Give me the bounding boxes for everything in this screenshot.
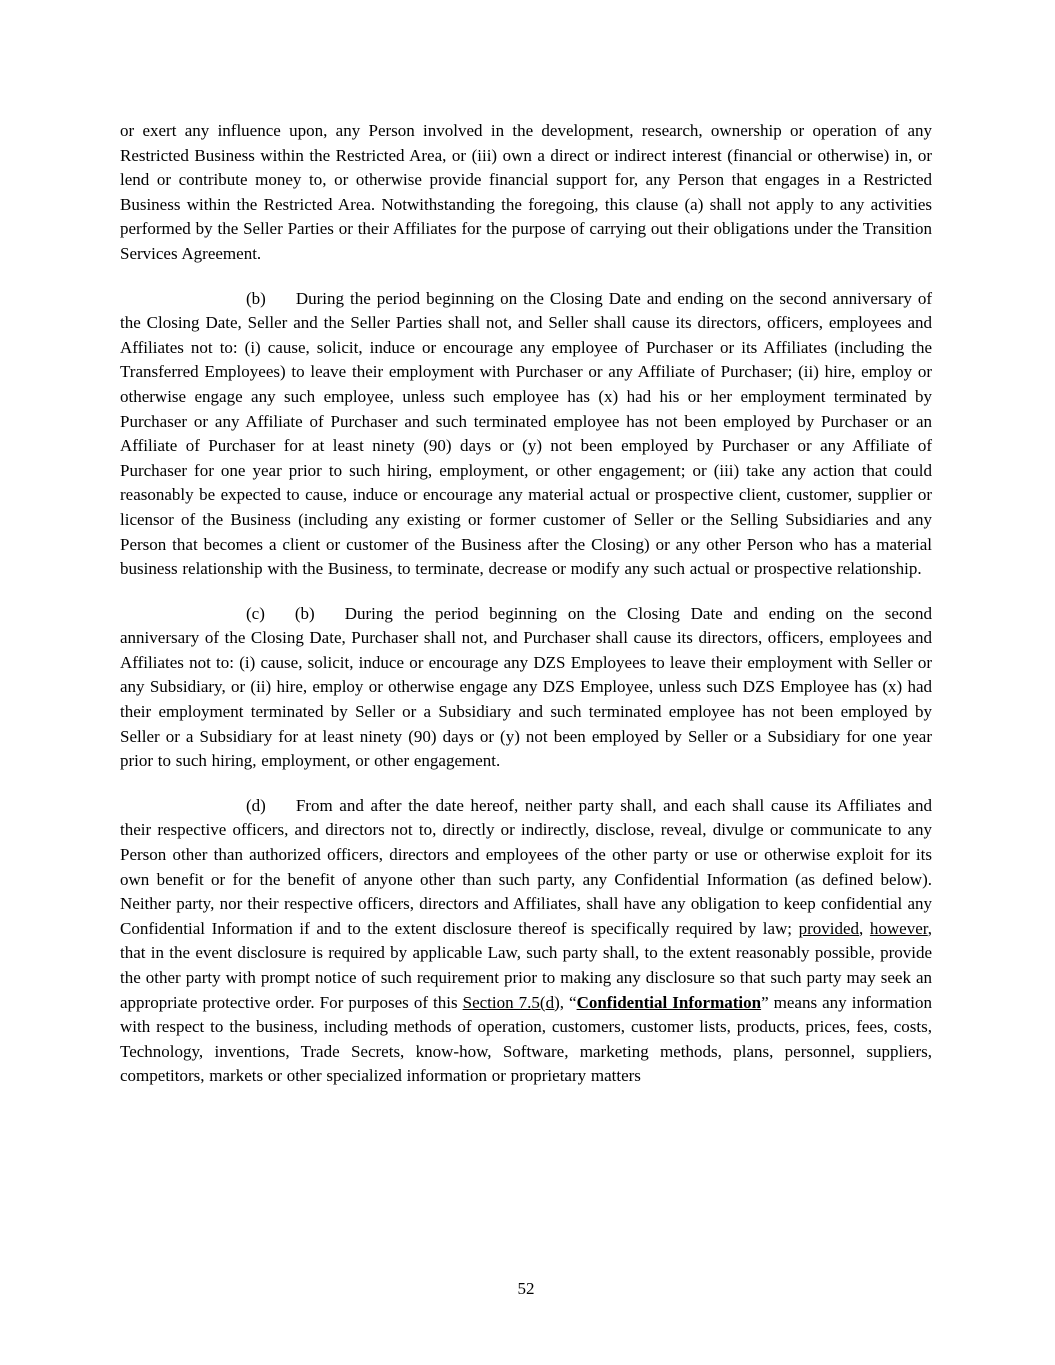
text-run: (b) — [294, 603, 315, 623]
paragraph-d — [120, 794, 932, 1089]
text-run: (d) — [246, 795, 266, 815]
text-run: or exert any influence upon, any Person involved in the development, research, ownership or operation of any Restricted Business within the Restricted Area, or (iii) own a direct or indirect interest (financial or otherwise) in, or lend or contribute money to, or otherwise provide financial support for, any Person that engages in a Restricted Business within the Restricted Area. Notwithstanding the foregoing, this clause (a) shall not apply to any activities performed by the Seller Parties or their Affiliates for the purpose of carrying out their obligations under the Transition Services Agreement. — [120, 121, 932, 263]
text-run: , that in the event disclosure is required by applicable Law, such party shall, to the extent reasonably possible, provide the other party with prompt notice of such requirement prior to making any disclosure so that such party may seek an appropriate protective order. For purposes of this — [120, 918, 932, 1012]
text-run: Confidential Information — [576, 992, 762, 1012]
text-run: provided — [798, 918, 860, 938]
text-run: During the period beginning on the Closing Date and ending on the second anniversary of the Closing Date, Purchaser shall not, and Purchaser shall cause its directors, officers, employees and Affiliates not to: (i) cause, solicit, induce or encourage any DZS Employees to leave their employment with Seller or any Subsidiary, or (ii) hire, employ or otherwise engage any DZS Employee, unless such DZS Employee has (x) had their employment terminated by Seller or a Subsidiary and such terminated employee has not been employed by Seller or a Subsidiary for at least ninety (90) days or (y) not been employed by Seller or a Subsidiary for one year prior to such hiring, employment, or other engagement. — [120, 603, 932, 771]
text-run: ” means any information with respect to the business, including methods of operation, customers, customer lists, products, prices, fees, costs, Technology, inventions, Trade Secrets, know-how, Software, marketing methods, plans, personnel, suppliers, competitors, markets or other specialized information or proprietary matters — [120, 992, 932, 1086]
text-run: During the period beginning on the Closing Date and ending on the second anniversary of the Closing Date, Seller and the Seller Parties shall not, and Seller shall cause its directors, officers, employees and Affiliates not to: (i) cause, solicit, induce or encourage any employee of Purchaser or its Affiliates (including the Transferred Employees) to leave their employment with Purchaser or any Affiliate of Purchaser; (ii) hire, employ or otherwise engage any such employee, unless such employee has (x) had his or her employment terminated by Purchaser or any Affiliate of Purchaser and such terminated employee has not been employed by Purchaser or an Affiliate of Purchaser for at least ninety (90) days or (y) not been employed by Purchaser or any Affiliate of Purchaser for one year prior to such hiring, employment, or other engagement; or (iii) take any action that could reasonably be expected to cause, induce or encourage any material actual or prospective client, customer, supplier or licensor of the Business (including any existing or former customer of Seller or the Selling Subsidiaries and any Person that becomes a client or customer of the Business after the Closing) or any other Person who has a material business relationship with the Business, to terminate, decrease or modify any such actual or prospective relationship. — [120, 288, 932, 579]
text-run: (b) — [246, 288, 266, 308]
text-run: From and after the date hereof, neither party shall, and each shall cause its Affiliates and their respective officers, and directors not to, directly or indirectly, disclose, reveal, divulge or communicate to any Person other than authorized officers, directors and employees of the other party or use or otherwise exploit for its own benefit or for the benefit of anyone other than such party, any Confidential Information (as defined below). Neither party, nor their respective officers, directors and Affiliates, shall have any obligation to keep confidential any Confidential Information if and to the extent disclosure thereof is specifically required by law; — [120, 795, 932, 938]
text-run: Section 7.5(d), — [462, 992, 564, 1012]
paragraph-c — [120, 602, 932, 774]
page-number: 52 — [517, 1279, 535, 1298]
text-run: (c) — [246, 603, 265, 623]
text-block — [120, 119, 932, 1089]
paragraph-b — [120, 287, 932, 582]
text-run: “ — [563, 992, 577, 1012]
paragraph-a-continuation — [120, 119, 932, 267]
text-run: however — [869, 918, 928, 938]
text-run: , — [859, 918, 870, 938]
